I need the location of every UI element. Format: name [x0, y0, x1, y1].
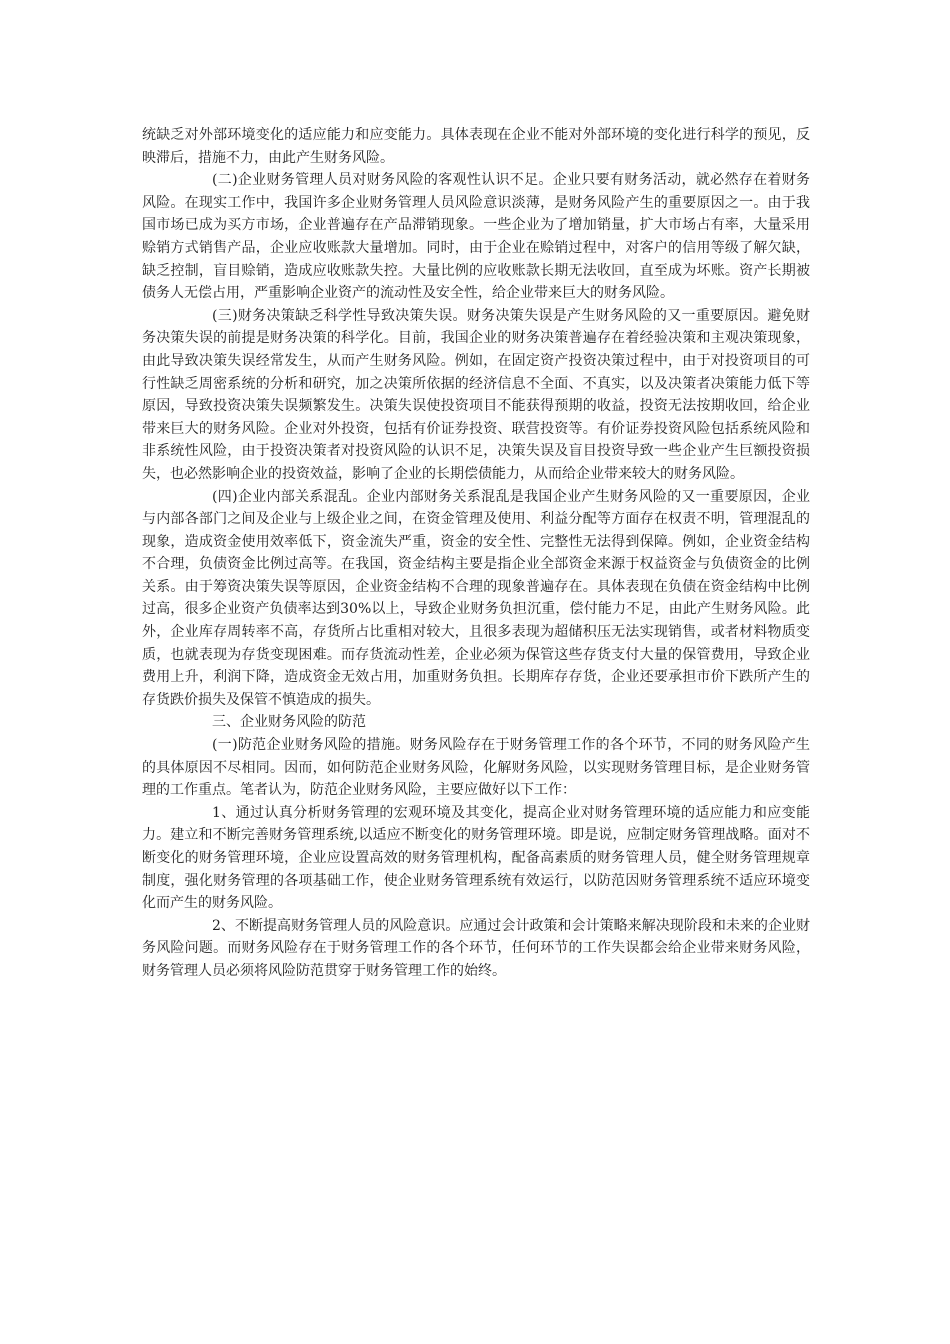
paragraph-env-adaptability: 统缺乏对外部环境变化的适应能力和应变能力。具体表现在企业不能对外部环境的变化进行科学的预见，反映滞后，措施不力，由此产生财务风险。: [142, 127, 810, 166]
paragraph-internal-relations: (四)企业内部关系混乱。企业内部财务关系混乱是我国企业产生财务风险的又一重要原因，企业与内部各部门之间及企业与上级企业之间，在资金管理及使用、利益分配等方面存在权责不明，管理混乱的现象，造成资金使用效率低下，资金流失严重，资金的安全性、完整性无法得到保障。例如，企业资金结构不合理，负债资金比例过高等。在我国，资金结构主要是指企业全部资金来源于权益资金与负债资金的比例关系。由于筹资决策失误等原因，企业资金结构不合理的现象普遍存在。具体表现在负债在资金结构中比例过高，很多企业资产负债率达到30%以上，导致企业财务负担沉重，偿付能力不足，由此产生财务风险。此外，企业库存周转率不高，存货所占比重相对较大，且很多表现为超储积压无法实现销售，或者材料物质变质，也就表现为存货变现困难。而存货流动性差，企业必须为保管这些存货支付大量的保管费用，导致企业费用上升，利润下降，造成资金无效占用，加重财务负担。长期库存存货，企业还要承担市价下跌所产生的存货跌价损失及保管不慎造成的损失。: [142, 488, 810, 708]
paragraph-decision-errors: (三)财务决策缺乏科学性导致决策失误。财务决策失误是产生财务风险的又一重要原因。避免财务决策失误的前提是财务决策的科学化。目前，我国企业的财务决策普遍存在着经验决策和主观决策现象，由此导致决策失误经常发生，从而产生财务风险。例如，在固定资产投资决策过程中，由于对投资项目的可行性缺乏周密系统的分析和研究，加之决策所依据的经济信息不全面、不真实，以及决策者决策能力低下等原因，导致投资决策失误频繁发生。决策失误使投资项目不能获得预期的收益，投资无法按期收回，给企业带来巨大的财务风险。企业对外投资，包括有价证券投资、联营投资等。有价证券投资风险包括系统风险和非系统性风险，由于投资决策者对投资风险的认识不足，决策失误及盲目投资导致一些企业产生巨额投资损失，也必然影响企业的投资效益，影响了企业的长期偿债能力，从而给企业带来较大的财务风险。: [142, 307, 810, 482]
section-heading-risk-prevention: 三、企业财务风险的防范: [212, 714, 366, 731]
paragraph-item-2: 2、不断提高财务管理人员的风险意识。应通过会计政策和会计策略来解决现阶段和未来的企业财务风险问题。而财务风险存在于财务管理工作的各个环节，任何环节的工作失误都会给企业带来财务风险，财务管理人员必须将风险防范贯穿于财务管理工作的始终。: [142, 917, 810, 979]
paragraph-item-1: 1、通过认真分析财务管理的宏观环境及其变化，提高企业对财务管理环境的适应能力和应变能力。建立和不断完善财务管理系统,以适应不断变化的财务管理环境。即是说，应制定财务管理战略。面对不断变化的财务管理环境，企业应设置高效的财务管理机构，配备高素质的财务管理人员，健全财务管理规章制度，强化财务管理的各项基础工作，使企业财务管理系统有效运行，以防范因财务管理系统不适应环境变化而产生的财务风险。: [142, 804, 810, 912]
document-body: [142, 124, 810, 983]
paragraph-prevention-measures: (一)防范企业财务风险的措施。财务风险存在于财务管理工作的各个环节，不同的财务风险产生的具体原因不尽相同。因而，如何防范企业财务风险，化解财务风险，以实现财务管理目标，是企业财务管理的工作重点。笔者认为，防范企业财务风险，主要应做好以下工作：: [142, 737, 810, 799]
paragraph-risk-awareness: (二)企业财务管理人员对财务风险的客观性认识不足。企业只要有财务活动，就必然存在着财务风险。在现实工作中，我国许多企业财务管理人员风险意识淡薄，是财务风险产生的重要原因之一。由于我国市场已成为买方市场，企业普遍存在产品滞销现象。一些企业为了增加销量，扩大市场占有率，大量采用赊销方式销售产品，企业应收账款大量增加。同时，由于企业在赊销过程中，对客户的信用等级了解欠缺，缺乏控制，盲目赊销，造成应收账款失控。大量比例的应收账款长期无法收回，直至成为坏账。资产长期被债务人无偿占用，严重影响企业资产的流动性及安全性，给企业带来巨大的财务风险。: [142, 172, 810, 302]
